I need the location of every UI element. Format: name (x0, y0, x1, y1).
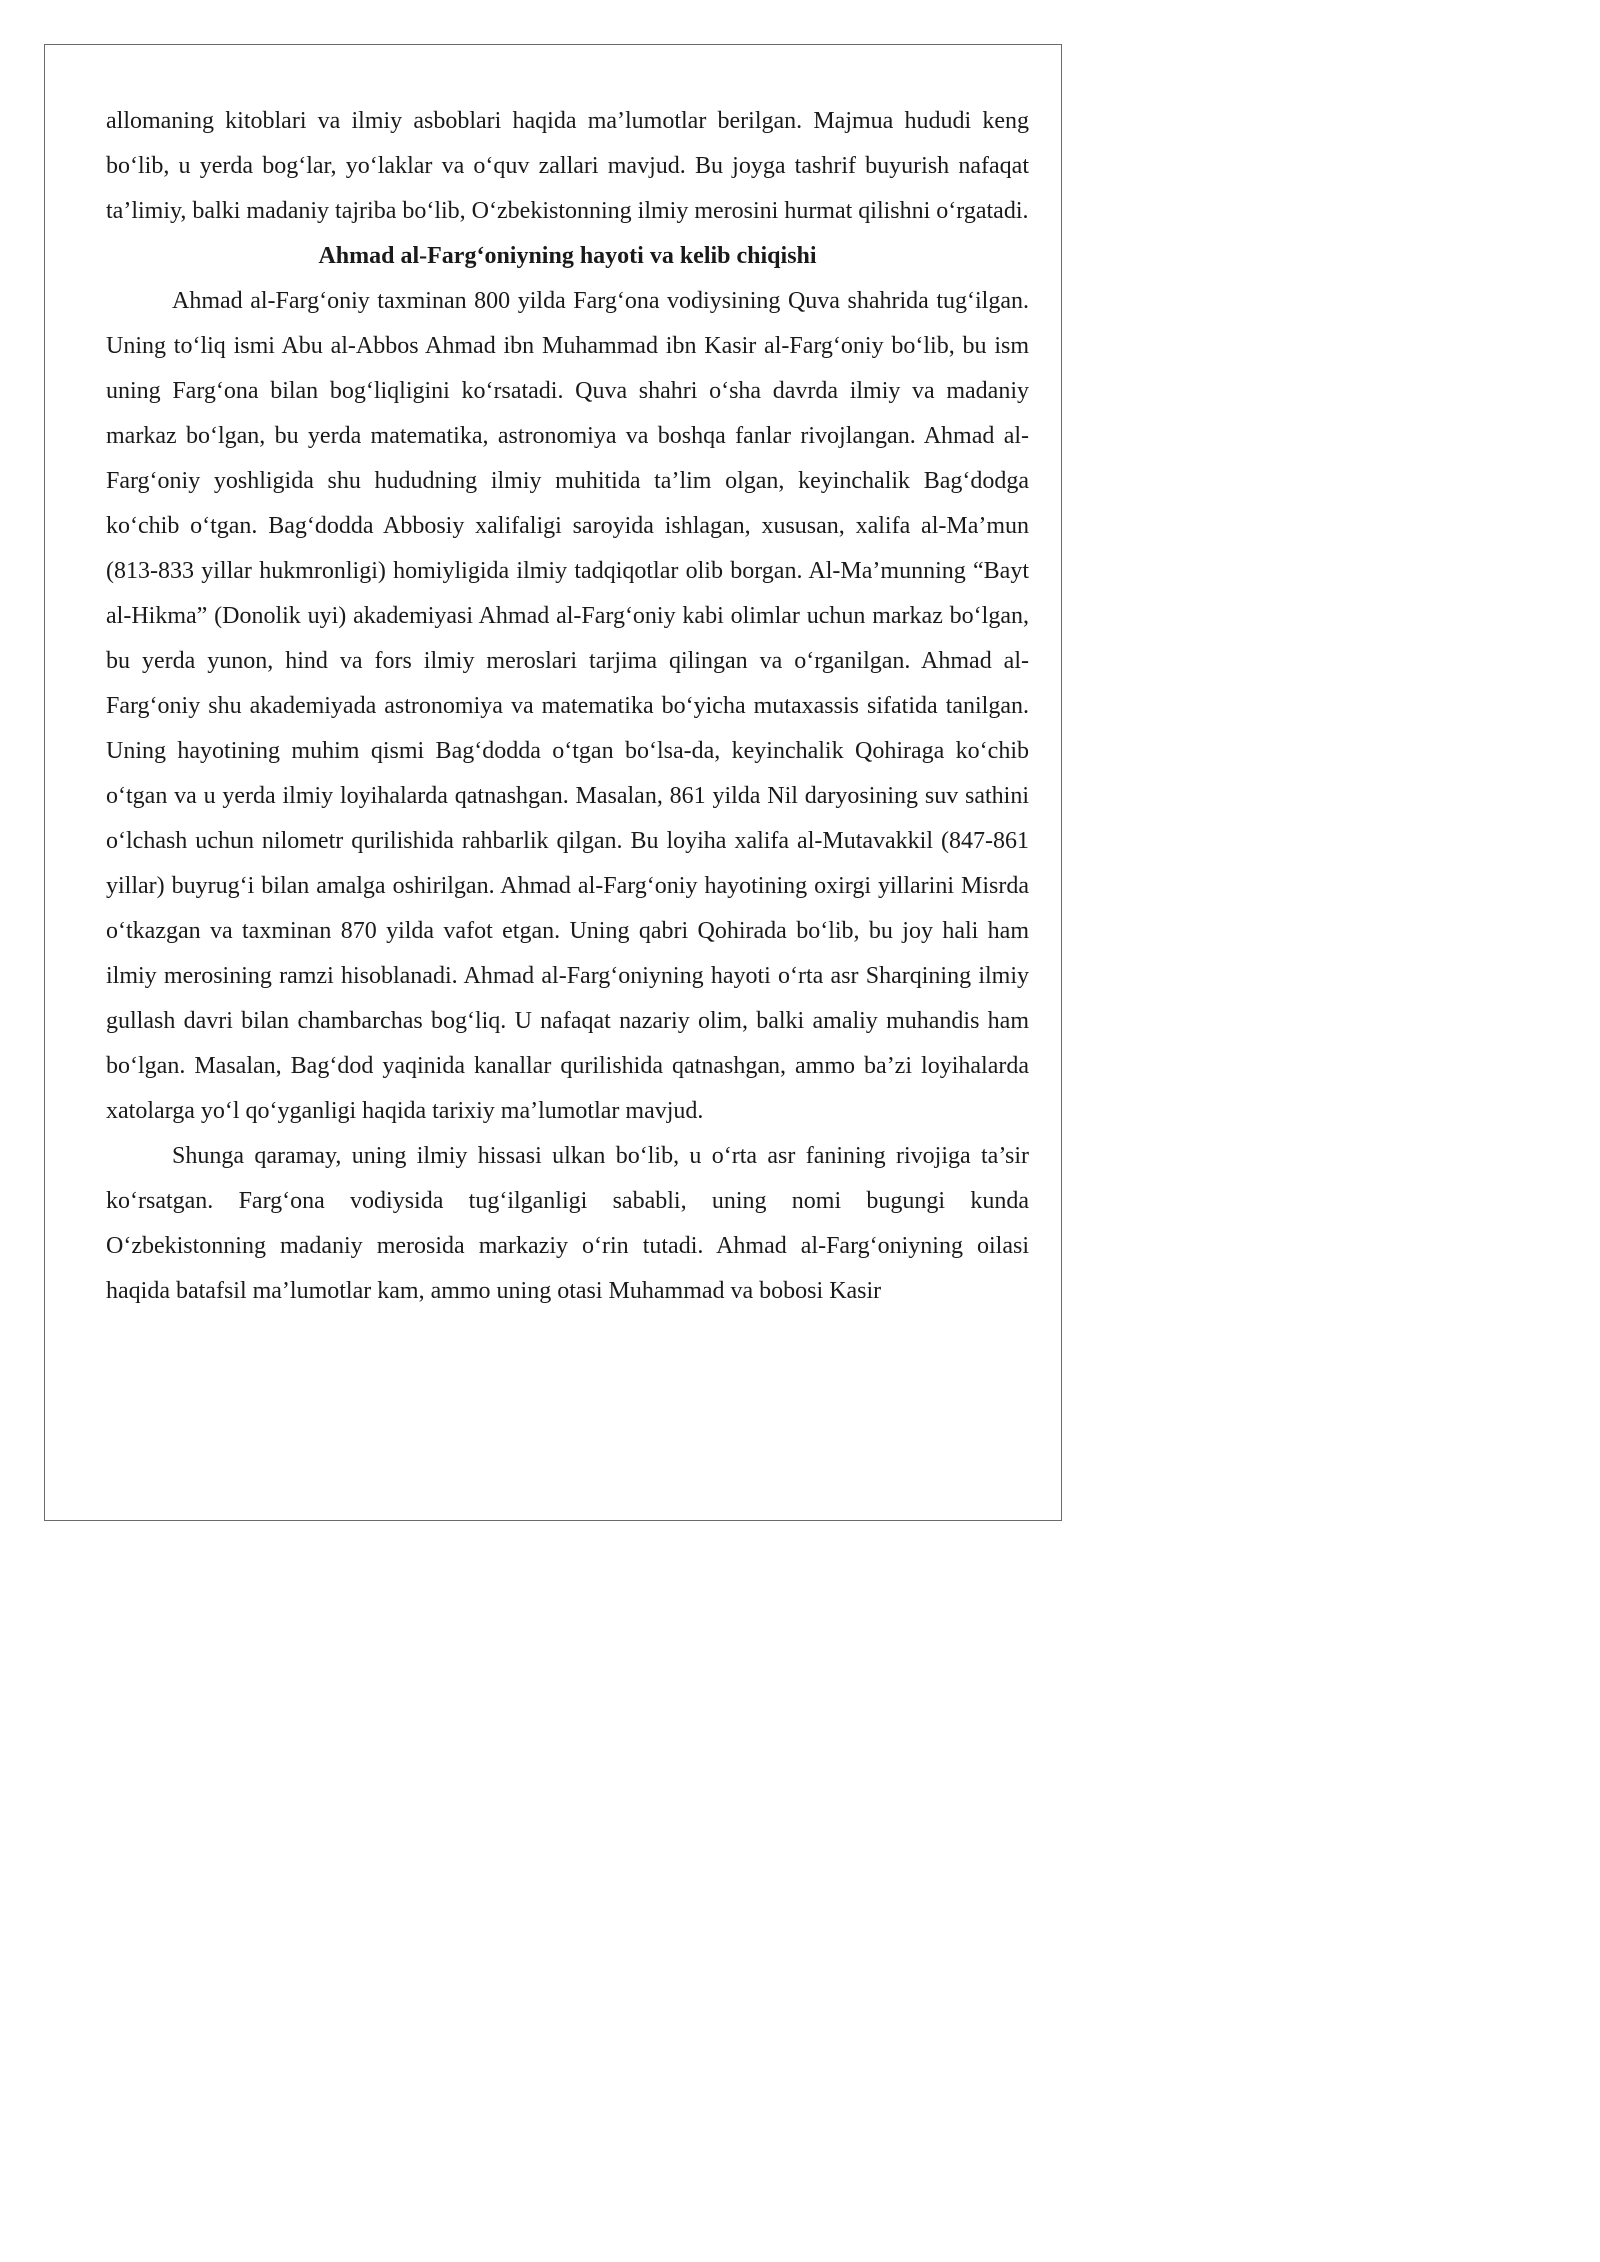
paragraph-continuation: allomaning kitoblari va ilmiy asboblari haqida ma’lumotlar berilgan. Majmua hududi keng bo‘lib, u yerda bog‘lar, yo‘laklar va o‘quv zallari mavjud. Bu joyga tashrif buyurish nafaqat ta’limiy, balki madaniy tajriba bo‘lib, O‘zbekistonning ilmiy merosini hurmat qilishni o‘rgatadi. (106, 108, 1029, 224)
paragraph-life: Ahmad al-Farg‘oniy taxminan 800 yilda Farg‘ona vodiysining Quva shahrida tug‘ilgan. Uning to‘liq ismi Abu al-Abbos Ahmad ibn Muhammad ibn Kasir al-Farg‘oniy bo‘lib, bu ism uning Farg‘ona bilan bog‘liqligini ko‘rsatadi. Quva shahri o‘sha davrda ilmiy va madaniy markaz bo‘lgan, bu yerda matematika, astronomiya va boshqa fanlar rivojlangan. Ahmad al-Farg‘oniy yoshligida shu hududning ilmiy muhitida ta’lim olgan, keyinchalik Bag‘dodga ko‘chib o‘tgan. Bag‘dodda Abbosiy xalifaligi saroyida ishlagan, xususan, xalifa al-Ma’mun (813-833 yillar hukmronligi) homiyligida ilmiy tadqiqotlar olib borgan. Al-Ma’munning “Bayt al-Hikma” (Donolik uyi) akademiyasi Ahmad al-Farg‘oniy kabi olimlar uchun markaz bo‘lgan, bu yerda yunon, hind va fors ilmiy meroslari tarjima qilingan va o‘rganilgan. Ahmad al-Farg‘oniy shu akademiyada astronomiya va matematika bo‘yicha mutaxassis sifatida tanilgan. Uning hayotining muhim qismi Bag‘dodda o‘tgan bo‘lsa-da, keyinchalik Qohiraga ko‘chib o‘tgan va u yerda ilmiy loyihalarda qatnashgan. Masalan, 861 yilda Nil daryosining suv sathini o‘lchash uchun nilometr qurilishida rahbarlik qilgan. Bu loyiha xalifa al-Mutavakkil (847-861 yillar) buyrug‘i bilan amalga oshirilgan. Ahmad al-Farg‘oniy hayotining oxirgi yillarini Misrda o‘tkazgan va taxminan 870 yilda vafot etgan. Uning qabri Qohirada bo‘lib, bu joy hali ham ilmiy merosining ramzi hisoblanadi. Ahmad al-Farg‘oniyning hayoti o‘rta asr Sharqining ilmiy gullash davri bilan chambarchas bog‘liq. U nafaqat nazariy olim, balki amaliy muhandis ham bo‘lgan. Masalan, Bag‘dod yaqinida kanallar qurilishida qatnashgan, ammo ba’zi loyihalarda xatolarga yo‘l qo‘yganligi haqida tarixiy ma’lumotlar mavjud. (106, 288, 1029, 1124)
document-body (106, 99, 1029, 1314)
section-heading: Ahmad al-Farg‘oniyning hayoti va kelib chiqishi (318, 243, 817, 269)
paragraph-legacy: Shunga qaramay, uning ilmiy hissasi ulkan bo‘lib, u o‘rta asr fanining rivojiga ta’sir ko‘rsatgan. Farg‘ona vodiysida tug‘ilganligi sababli, uning nomi bugungi kunda O‘zbekistonning madaniy merosida markaziy o‘rin tutadi. Ahmad al-Farg‘oniyning oilasi haqida batafsil ma’lumotlar kam, ammo uning otasi Muhammad va bobosi Kasir (106, 1143, 1029, 1304)
